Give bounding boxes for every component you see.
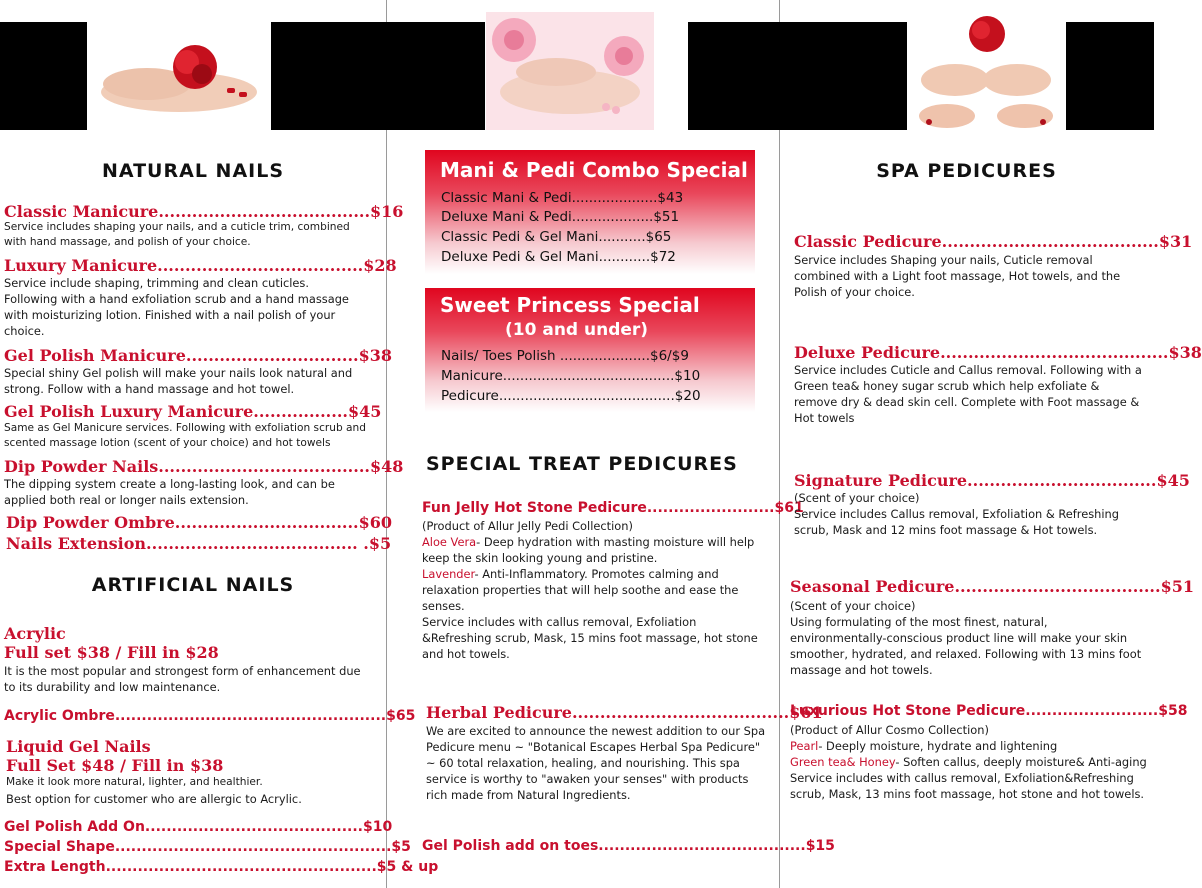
signature-pedicure-details [794, 490, 1148, 538]
luxury-manicure-title: Luxury Manicure.....................................$28 [4, 256, 397, 275]
seasonal-pedicure-details [790, 598, 1146, 678]
feet-hands-flowers-photo [486, 12, 654, 130]
classic-pedicure-desc: Service includes Shaping your nails, Cuticle removal combined with a Light foot massage, Hot towels, and the Polish of your choice. [794, 253, 1121, 299]
green-tea-line [790, 754, 1150, 770]
pearl-text: - Deeply moisture, hydrate and lightening [818, 739, 1058, 753]
lavender-line [422, 566, 762, 614]
princess-special-title: Sweet Princess Special [440, 293, 700, 317]
princess-item: Pedicure.........................................$20 [441, 388, 701, 404]
special-treat-heading: SPECIAL TREAT PEDICURES [426, 453, 738, 475]
deluxe-pedicure-title: Deluxe Pedicure.........................................$38 [794, 343, 1202, 362]
liquid-gel-desc-2: Best option for customer who are allergic to Acrylic. [6, 792, 302, 806]
nails-extension-title: Nails Extension...................................... .$5 [6, 534, 392, 553]
acrylic-price: Full set $38 / Fill in $28 [4, 643, 219, 662]
natural-nails-heading: NATURAL NAILS [101, 160, 285, 182]
combo-item: Classic Mani & Pedi....................$43 [441, 190, 684, 206]
aloe-vera-line [422, 534, 762, 566]
pearl-line [790, 738, 1150, 754]
gel-polish-luxury-desc: Same as Gel Manicure services. Following with exfoliation scrub and scented massage lotion (scent of your choice) and hot towels [4, 422, 366, 449]
classic-manicure-title: Classic Manicure......................................$16 [4, 202, 404, 221]
acrylic-title: Acrylic [4, 624, 66, 643]
lavender-label: Lavender [422, 567, 475, 581]
acrylic-desc: It is the most popular and strongest form of enhancement due to its durability and low maintenance. [4, 664, 361, 694]
classic-pedicure-title: Classic Pedicure.......................................$31 [794, 232, 1193, 251]
luxury-manicure-desc: Service include shaping, trimming and clean cuticles. Following with a hand exfoliation scrub and a hand massage with moisturizing lotion. Finished with a nail polish of your choice. [4, 276, 349, 338]
classic-manicure-desc: Service includes shaping your nails, and a cuticle trim, combined with hand massage, and polish of your choice. [4, 221, 350, 248]
jelly-pedicure-details [422, 518, 762, 662]
signature-pedicure-title: Signature Pedicure..................................$45 [794, 471, 1190, 490]
seasonal-scent: (Scent of your choice) [790, 599, 916, 613]
seasonal-pedicure-title: Seasonal Pedicure.....................................$51 [790, 577, 1194, 596]
green-tea-text: - Soften callus, deeply moisture& Anti-aging [895, 755, 1147, 769]
princess-special-subtitle: (10 and under) [505, 320, 649, 340]
lux-product: (Product of Allur Cosmo Collection) [790, 723, 989, 737]
gel-polish-add-on: Gel Polish Add On.........................................$10 [4, 819, 393, 835]
panel-divider-left [386, 0, 387, 888]
herbal-pedicure-title: Herbal Pedicure.......................................$61 [426, 703, 823, 722]
combo-item: Deluxe Pedi & Gel Mani............$72 [441, 249, 676, 265]
panel-divider-right [779, 0, 780, 888]
princess-item: Manicure........................................$10 [441, 368, 701, 384]
liquid-gel-price: Full Set $48 / Fill in $38 [6, 756, 224, 775]
combo-item: Classic Pedi & Gel Mani...........$65 [441, 229, 672, 245]
herbal-pedicure-desc: We are excited to announce the newest addition to our Spa Pedicure menu ~ "Botanical Escapes Herbal Spa Pedicure" ~ 60 total relaxation, healing, and nourishing. This spa service is worthy to "awaken your senses" with products rich made from Natural Ingredients. [426, 724, 766, 802]
redaction-box [1066, 22, 1154, 130]
artificial-nails-heading: ARTIFICIAL NAILS [91, 574, 295, 596]
dip-powder-ombre-title: Dip Powder Ombre.................................$60 [6, 513, 393, 532]
lux-service: Service includes with callus removal, Exfoliation&Refreshing scrub, Mask, 13 mins foot massage, hot stone and hot towels. [790, 771, 1145, 801]
signature-desc: Service includes Callus removal, Exfoliation & Refreshing scrub, Mask and 12 mins foot massage & Hot towels. [794, 507, 1120, 537]
luxurious-hot-stone-title: Luxurious Hot Stone Pedicure.........................$58 [790, 703, 1188, 719]
spa-pedicures-heading: SPA PEDICURES [876, 160, 1057, 182]
aloe-vera-label: Aloe Vera [422, 535, 477, 549]
aloe-vera-text: - Deep hydration with masting moisture will help keep the skin looking young and pristine. [422, 535, 755, 565]
gel-polish-manicure-title: Gel Polish Manicure...............................$38 [4, 346, 392, 365]
luxurious-hot-stone-details [790, 722, 1150, 802]
jelly-service: Service includes with callus removal, Exfoliation &Refreshing scrub, Mask, 15 mins foot massage, hot stone and hot towels. [422, 615, 758, 661]
feet-rose-photo [907, 12, 1065, 134]
liquid-gel-title: Liquid Gel Nails [6, 737, 151, 756]
deluxe-pedicure-desc: Service includes Cuticle and Callus removal. Following with a Green tea& honey sugar scrub which help exfoliate & remove dry & dead skin cell. Complete with Foot massage & Hot towels [794, 363, 1142, 425]
combo-special-title: Mani & Pedi Combo Special [440, 158, 748, 182]
gel-polish-manicure-desc: Special shiny Gel polish will make your nails look natural and strong. Follow with a hand massage and hot towel. [4, 366, 353, 396]
seasonal-desc: Using formulating of the most finest, natural, environmentally-conscious product line will make your skin smoother, hydrated, and relaxed. Following with 13 mins foot massage and hot towels. [790, 615, 1142, 677]
jelly-pedicure-title: Fun Jelly Hot Stone Pedicure........................$61 [422, 500, 804, 516]
gel-polish-toes: Gel Polish add on toes.......................................$15 [422, 838, 835, 854]
liquid-gel-desc-1: Make it look more natural, lighter, and healthier. [6, 776, 263, 788]
redaction-box [688, 22, 907, 130]
redaction-box [0, 22, 87, 130]
extra-length: Extra Length...................................................$5 & up [4, 859, 439, 875]
jelly-product: (Product of Allur Jelly Pedi Collection) [422, 519, 633, 533]
combo-item: Deluxe Mani & Pedi...................$51 [441, 209, 680, 225]
special-shape: Special Shape....................................................$5 [4, 839, 411, 855]
pearl-label: Pearl [790, 739, 819, 753]
gel-polish-luxury-title: Gel Polish Luxury Manicure.................$45 [4, 402, 382, 421]
dip-powder-title: Dip Powder Nails......................................$48 [4, 457, 404, 476]
hands-rose-photo [87, 22, 265, 130]
lavender-text: - Anti-Inflammatory. Promotes calming and relaxation properties that will help soothe and ease the senses. [422, 567, 739, 613]
princess-item: Nails/ Toes Polish .....................$6/$9 [441, 348, 689, 364]
redaction-box [271, 22, 485, 130]
acrylic-ombre-title: Acrylic Ombre...................................................$65 [4, 708, 416, 724]
green-tea-label: Green tea& Honey [790, 755, 896, 769]
dip-powder-desc: The dipping system create a long-lasting look, and can be applied both real or longer nails extension. [4, 477, 335, 507]
signature-scent: (Scent of your choice) [794, 491, 920, 505]
